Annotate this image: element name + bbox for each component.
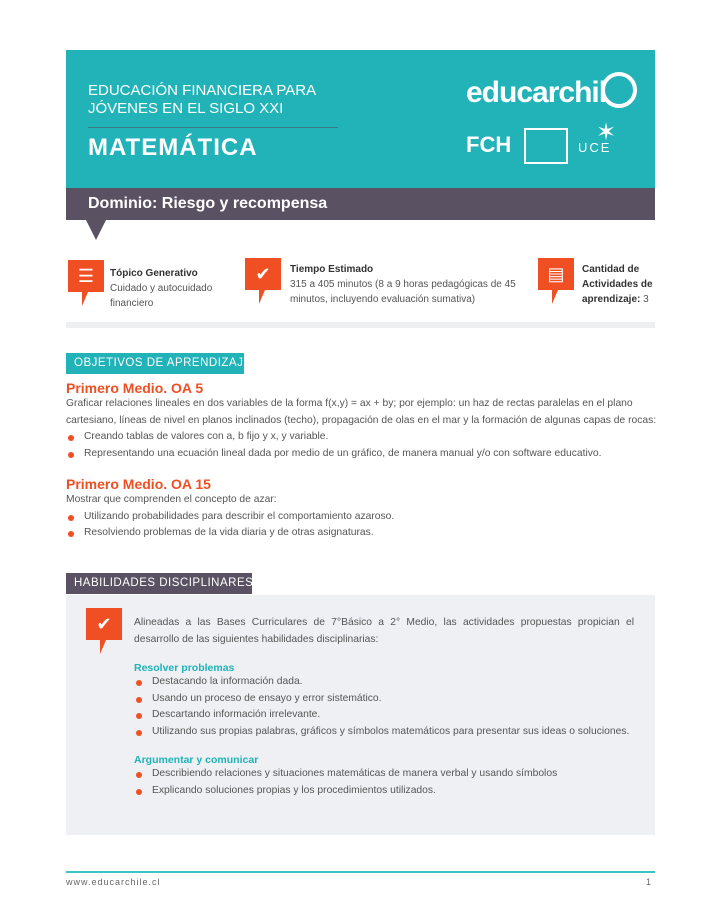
list-item: Destacando la información dada. [134,674,634,691]
list-item: Describiendo relaciones y situaciones matemáticas de manera verbal y usando símbolos [134,766,634,783]
objectives-section [66,380,662,542]
skill-group-title: Resolver problemas [134,662,235,674]
list-item: Utilizando probabilidades para describir el comportamiento azaroso. [66,509,662,526]
skills-box [66,595,655,835]
skill-group-title: Argumentar y comunicar [134,754,259,766]
info-time [290,262,530,307]
info-title: Tiempo Estimado [290,264,374,275]
list-item: Usando un proceso de ensayo y error sistemático. [134,691,634,708]
list-item: Resolviendo problemas de la vida diaria y de otras asignaturas. [66,525,662,542]
chat-icon: ☰ [68,260,104,292]
info-text: 3 [643,294,649,305]
footer-url[interactable]: www.educarchile.cl [66,877,161,887]
oa-title: Primero Medio. OA 15 [66,476,211,492]
info-activities [582,262,662,307]
oa-text: Mostrar que comprenden el concepto de azar: [66,494,277,505]
educarchile-logo: educarchil [466,76,607,109]
title-divider [88,127,338,128]
fch-logo: FCH [466,132,512,157]
uce-star-icon: ✶ [596,119,617,146]
program-title: EDUCACIÓN FINANCIERA PARA JÓVENES EN EL SIGLO XXI [88,82,316,117]
header-banner [66,50,655,188]
check-clock-icon: ✔ [245,258,281,290]
list-item: Explicando soluciones propias y los procedimientos utilizados. [134,783,634,800]
info-text: Cuidado y autocuidado financiero [110,283,213,309]
lightbulb-icon: ✔ [86,608,122,640]
list-item: Creando tablas de valores con a, b fijo y x, y variable. [66,429,662,446]
footer-divider [66,871,655,873]
oa-title: Primero Medio. OA 5 [66,380,204,396]
list-item: Descartando información irrelevante. [134,707,634,724]
info-topic [110,266,230,311]
divider [66,322,655,328]
objectives-label: OBJETIVOS DE APRENDIZAJE [66,353,244,374]
domain-title: Dominio: Riesgo y recompensa [66,188,655,220]
info-text: 315 a 405 minutos (8 a 9 horas pedagógicas de 45 minutos, incluyendo evaluación sumativa) [290,279,516,305]
oa-text: Graficar relaciones lineales en dos variables de la forma f(x,y) = ax + by; por ejemplo: un haz de rectas paralelas en el plano cartesiano, líneas de nivel en planos inclinados (techo), propagación de olas en el mar y la formación de algunas capas de rocas: [66,398,657,426]
skills-label: HABILIDADES DISCIPLINARES [66,573,252,594]
government-logo [524,128,568,164]
clipboard-icon: ▤ [538,258,574,290]
list-item: Representando una ecuación lineal dada por medio de un gráfico, de manera manual y/o con software educativo. [66,446,662,463]
skills-intro: Alineadas a las Bases Curriculares de 7°Básico a 2° Medio, las actividades propuestas propician el desarrollo de las siguientes habilidades disciplinarias: [134,617,634,645]
educarchile-e-icon [601,72,637,108]
subject-title: MATEMÁTICA [88,134,258,161]
skills-content [134,615,634,799]
page-number: 1 [646,877,652,887]
list-item: Utilizando sus propias palabras, gráficos y símbolos matemáticos para presentar sus ideas o soluciones. [134,724,634,741]
pointer-arrow [86,220,106,240]
info-title: Cantidad de Actividades de aprendizaje: [582,264,653,305]
info-title: Tópico Generativo [110,268,198,279]
uce-logo: UCE [578,140,612,155]
